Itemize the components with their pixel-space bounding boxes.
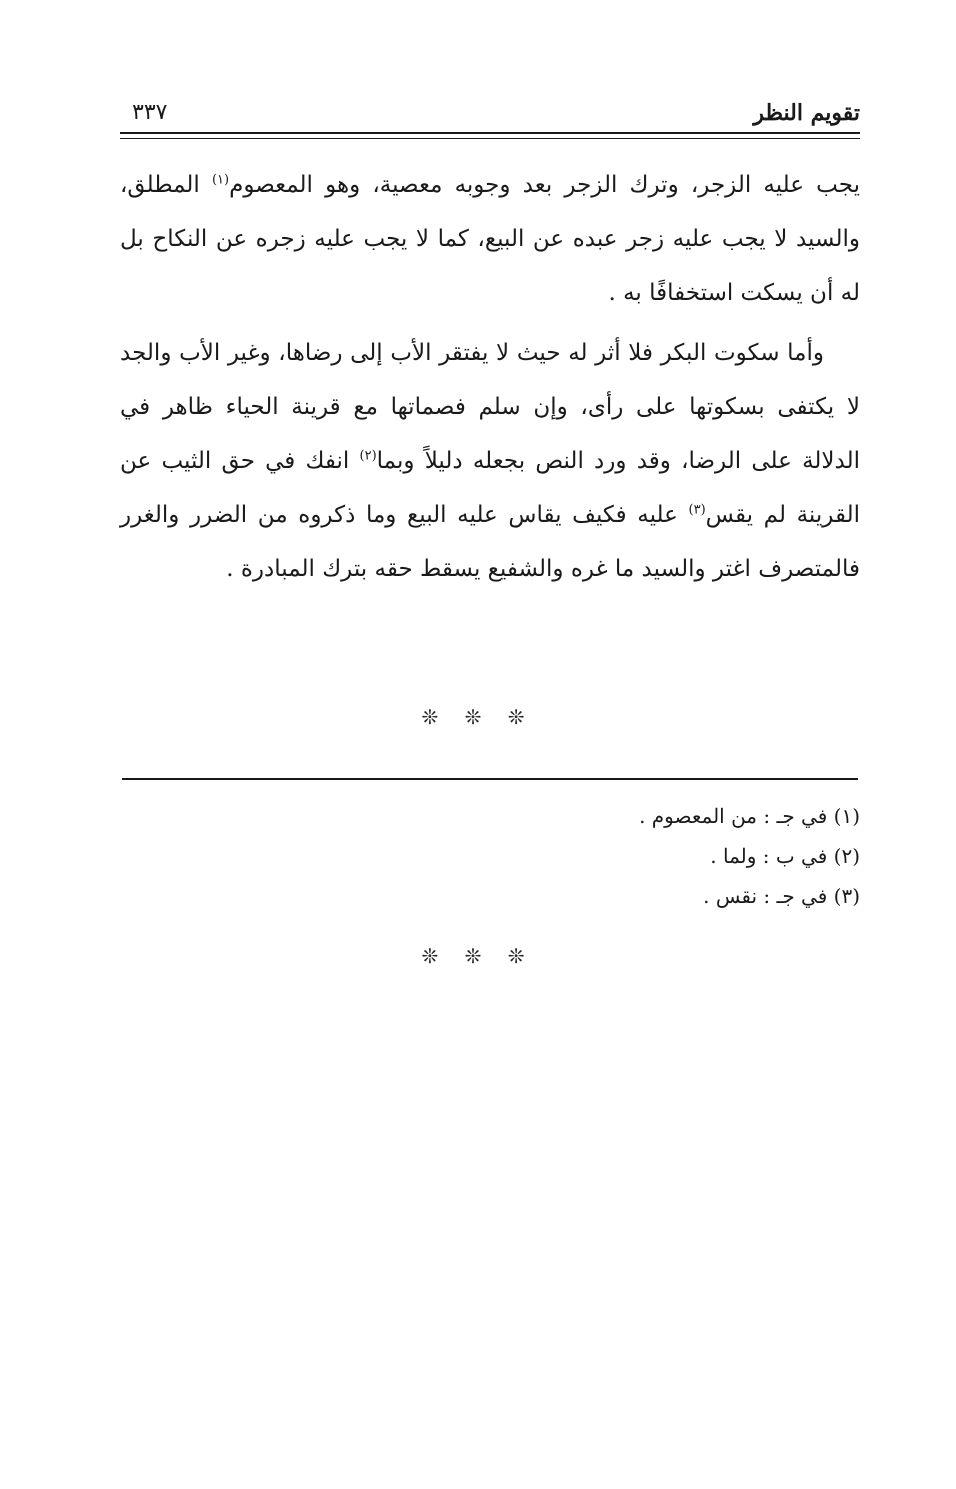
section-separator-bottom: ❊ ❊ ❊ <box>421 944 535 968</box>
paragraph-2-text-c: عليه فكيف يقاس عليه البيع وما ذكروه من الضرر والغرر فالمتصرف اغتر والسيد ما غره والشفيع يسقط حقه بترك المبادرة . <box>120 502 860 582</box>
paragraph-2 <box>120 326 860 596</box>
footnotes <box>120 796 860 916</box>
paragraph-1-text-a: يجب عليه الزجر، وترك الزجر بعد وجوبه معصية، وهو المعصوم <box>229 172 860 198</box>
paragraph-2-text-a: وأما سكوت البكر فلا أثر له حيث لا يفتقر الأب إلى رضاها، وغير الأب والجد لا يكتفى بسكوتها على رأى، وإن سلم فصماتها مع قرينة الحياء ظاهر في الدلالة على الرضا، وقد ورد النص بجعله دليلاً وبما <box>120 340 860 474</box>
footnote-ref-3: (٣) <box>688 502 706 518</box>
section-separator-top: ❊ ❊ ❊ <box>421 705 535 729</box>
page-header <box>120 96 860 132</box>
header-rule-thin <box>120 138 860 139</box>
footnote-ref-2: (٢) <box>359 448 377 464</box>
header-rule-thick <box>120 132 860 134</box>
footnote-rule <box>122 778 858 780</box>
footnote-2: (٢) في ب : ولما . <box>710 844 860 868</box>
paragraph-2-text-b: انفك في حق الثيب عن القرينة لم يقس <box>120 448 860 528</box>
footnote-3: (٣) في جـ : نقس . <box>703 884 860 908</box>
footnote-ref-1: (١) <box>211 172 230 188</box>
body-text <box>120 158 860 602</box>
running-title: تقويم النظر <box>753 100 860 126</box>
paragraph-1 <box>120 158 860 320</box>
footnote-1: (١) في جـ : من المعصوم . <box>639 804 860 828</box>
page-number: ٣٣٧ <box>132 100 168 125</box>
paragraph-1-text-b: المطلق، والسيد لا يجب عليه زجر عبده عن البيع، كما لا يجب عليه زجره عن النكاح بل له أن يسكت استخفافًا به . <box>120 172 860 306</box>
